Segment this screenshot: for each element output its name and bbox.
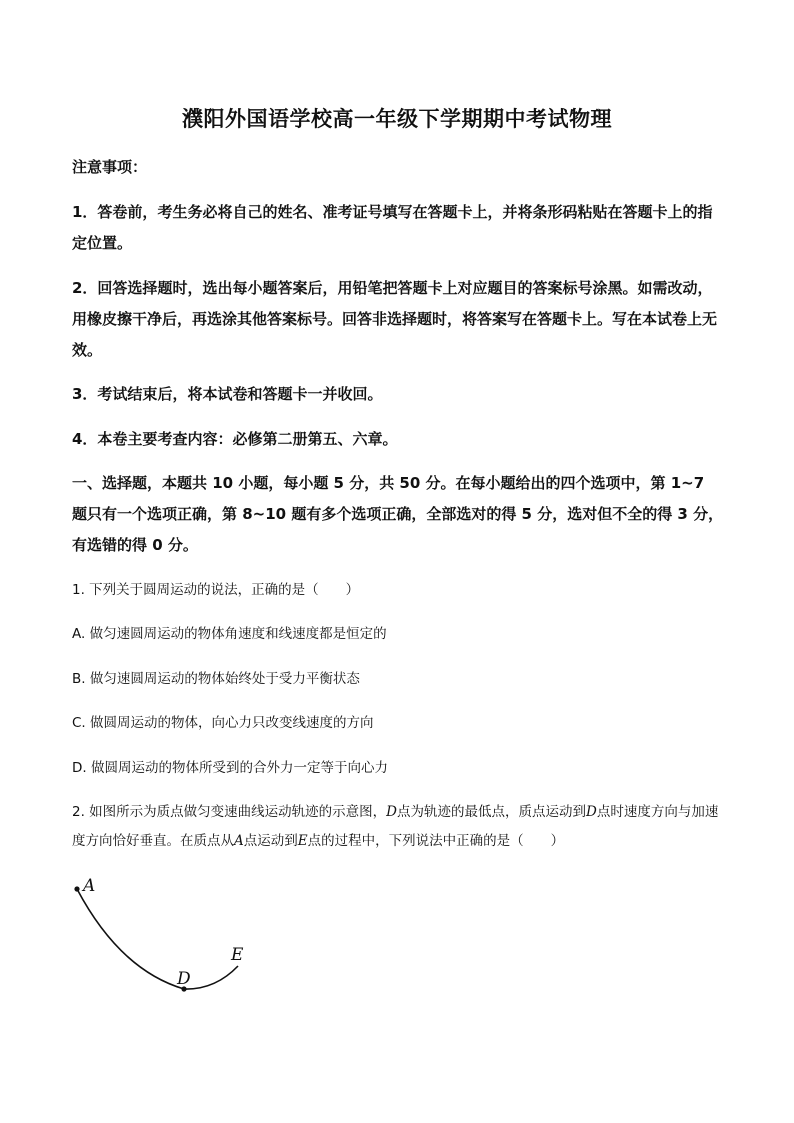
trajectory-curve (77, 889, 238, 989)
q2-point-e: E (297, 833, 308, 849)
trajectory-figure (60, 870, 280, 1010)
notice-item-1: 1．答卷前，考生务必将自己的姓名、准考证号填写在答题卡上，并将条形码粘贴在答题卡上的指定位置。 (72, 203, 713, 252)
point-a-dot (74, 886, 79, 891)
q2-text-3: 点时速度方向与加速度方向恰好垂直。在质点从 (72, 804, 719, 849)
label-d: D (177, 969, 191, 989)
notice-item-4: 4．本卷主要考查内容：必修第二册第五、六章。 (72, 430, 398, 448)
notice-heading: 注意事项： (72, 158, 148, 176)
q2-text-2: 点为轨迹的最低点，质点运动到 (397, 804, 586, 820)
question-1-stem: 1. 下列关于圆周运动的说法，正确的是（ ） (72, 582, 360, 598)
q2-point-d: D (386, 804, 397, 820)
question-1-option-d: D. 做圆周运动的物体所受到的合外力一定等于向心力 (72, 760, 388, 776)
section-instructions: 一、选择题，本题共 10 小题，每小题 5 分，共 50 分。在每小题给出的四个选项中，第 1~7 题只有一个选项正确，第 8~10 题有多个选项正确，全部选对的得 5 分，选对但不全的得 3 分，有选错的得 0 分。 (72, 474, 724, 554)
q2-text-1: 2. 如图所示为质点做匀变速曲线运动轨迹的示意图， (72, 804, 387, 820)
question-1-option-b: B. 做匀速圆周运动的物体始终处于受力平衡状态 (72, 671, 360, 687)
notice-item-3: 3．考试结束后，将本试卷和答题卡一并收回。 (72, 385, 383, 403)
question-1-option-a: A. 做匀速圆周运动的物体角速度和线速度都是恒定的 (72, 626, 387, 642)
notice-item-2: 2．回答选择题时，选出每小题答案后，用铅笔把答题卡上对应题目的答案标号涂黑。如需改动，用橡皮擦干净后，再选涂其他答案标号。回答非选择题时，将答案写在答题卡上。写在本试卷上无效。 (72, 279, 718, 359)
question-2-stem (72, 798, 724, 856)
q2-point-d-2: D (586, 804, 597, 820)
label-a: A (83, 876, 96, 896)
q2-point-a: A (234, 833, 244, 849)
page-title: 濮阳外国语学校高一年级下学期期中考试物理 (182, 106, 612, 131)
question-1-option-c: C. 做圆周运动的物体，向心力只改变线速度的方向 (72, 715, 374, 731)
label-e: E (231, 945, 244, 965)
q2-text-5: 点的过程中，下列说法中正确的是（ ） (307, 833, 565, 849)
q2-text-4: 点运动到 (243, 833, 298, 849)
